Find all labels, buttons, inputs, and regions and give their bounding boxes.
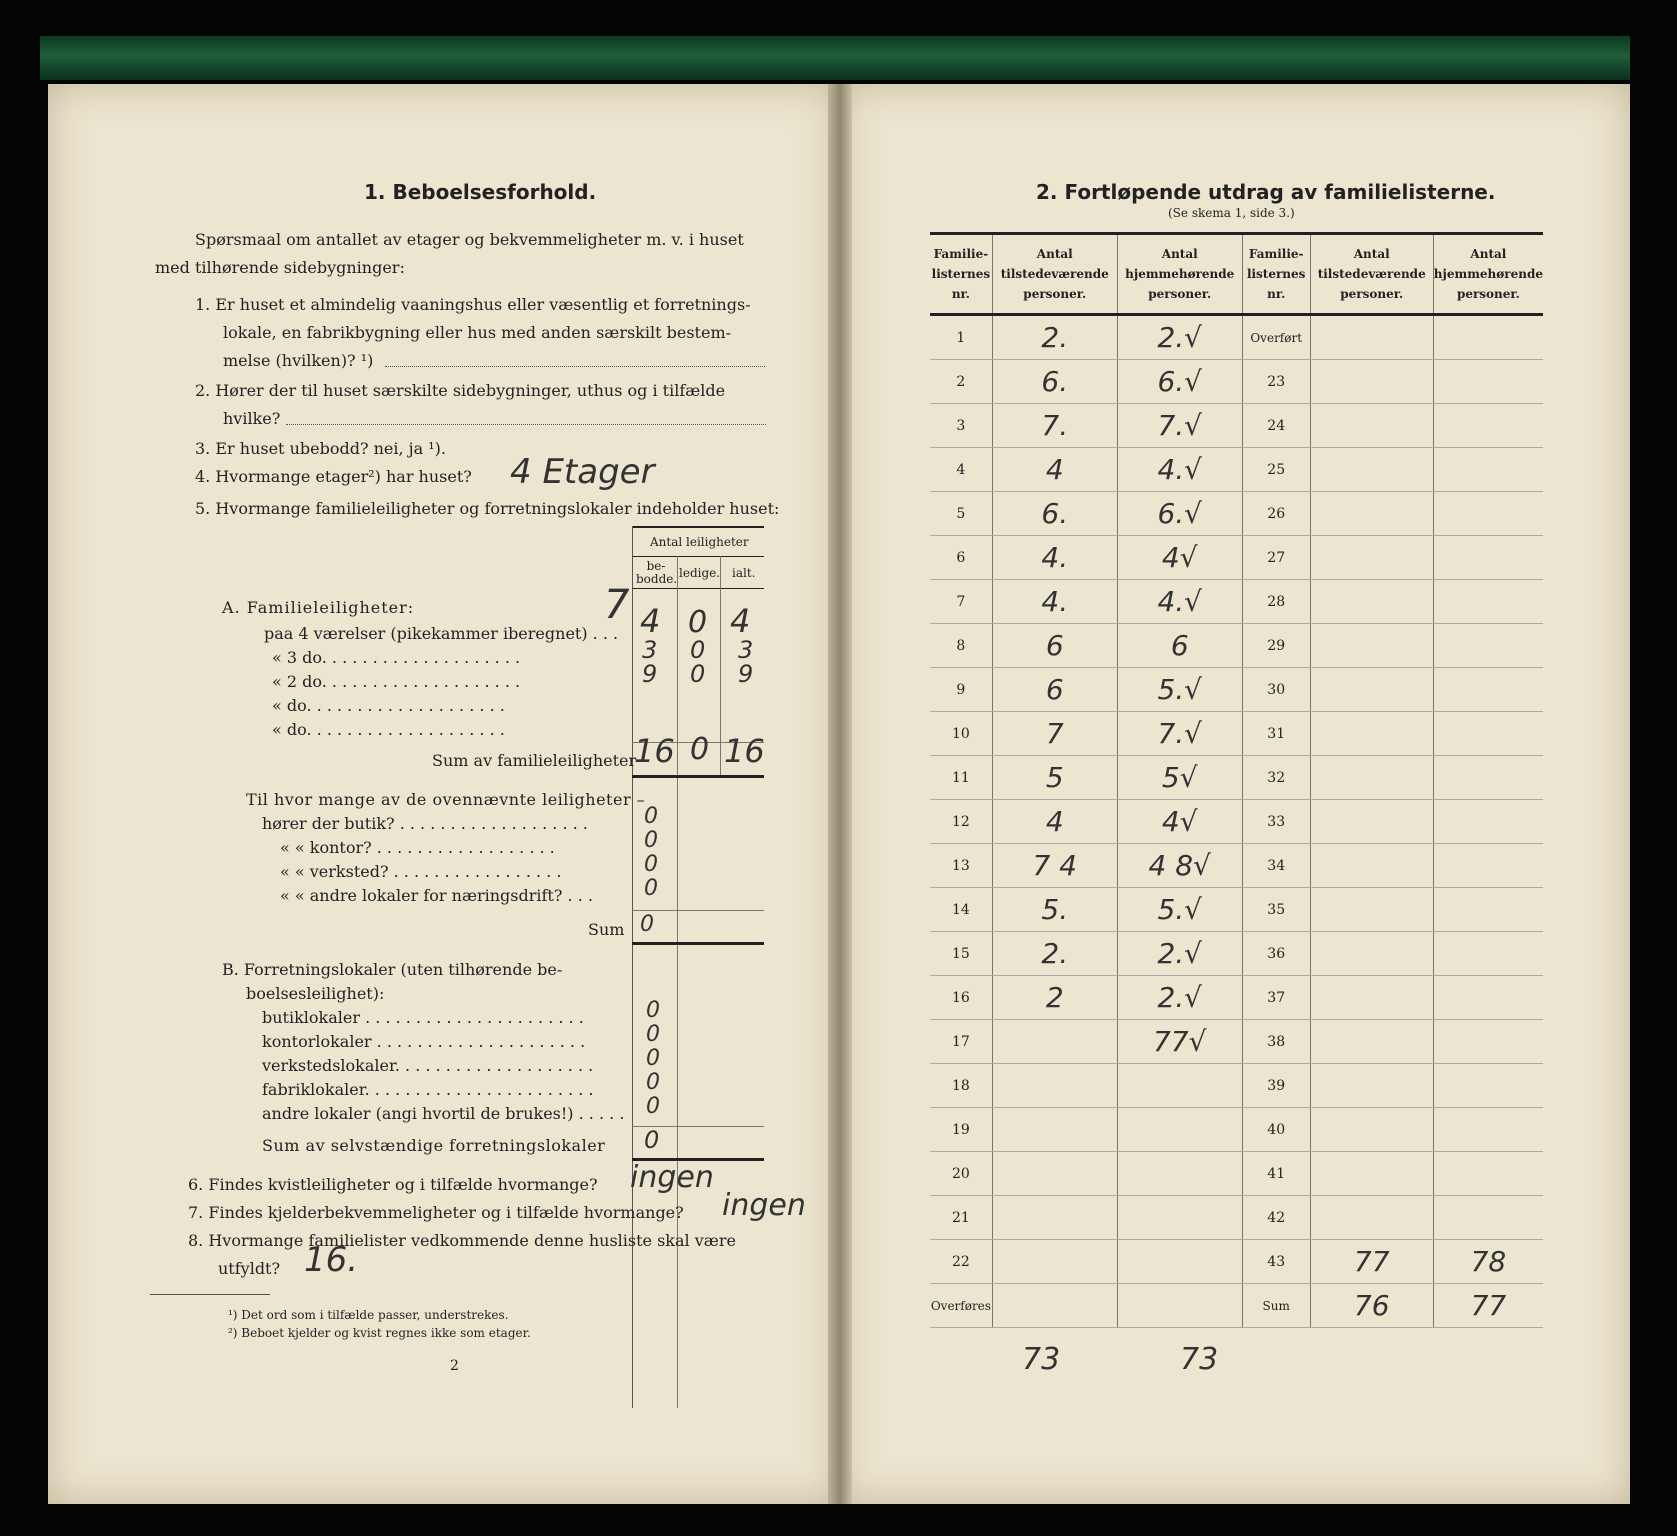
footnote-2: ²) Beboet kjelder og kvist regnes ikke som etager. [228, 1326, 531, 1340]
apt-row-3-ledige: 0 [690, 660, 706, 688]
intro-line-2: med tilhørende sidebygninger: [155, 258, 405, 277]
col-ledige: ledige. [679, 566, 721, 580]
family-list-table [930, 232, 1543, 1328]
sum-family-bebodde: 16 [634, 732, 675, 770]
table-row [930, 1020, 1543, 1064]
cell-present-2 [1310, 1020, 1433, 1064]
cell-resident-2 [1433, 404, 1543, 448]
b-row-label-1: butiklokaler . . . . . . . . . . . . . . . . . . . . . . [262, 1008, 584, 1027]
table-row [930, 1152, 1543, 1196]
cell-resident-2 [1433, 800, 1543, 844]
cell-present-2 [1310, 580, 1433, 624]
cell-resident-1 [1117, 1196, 1242, 1240]
cell-resident-2 [1433, 1152, 1543, 1196]
cell-nr-1: 10 [930, 712, 992, 756]
col-bebodde: be- bodde. [636, 559, 678, 586]
cell-nr-2: 34 [1242, 844, 1310, 888]
sum-family-label: Sum av familieleiligheter [432, 751, 637, 770]
cell-resident-1: 6 [1117, 624, 1242, 668]
table-row [930, 844, 1543, 888]
cell-resident-2 [1433, 448, 1543, 492]
apt-row-label-4: « do. . . . . . . . . . . . . . . . . . . . [272, 696, 505, 715]
apt-row-1-ialt: 4 [730, 602, 751, 640]
cell-nr-2: 40 [1242, 1108, 1310, 1152]
cell-nr-1: 16 [930, 976, 992, 1020]
cell-present-2 [1310, 976, 1433, 1020]
cell-present-1 [992, 1152, 1117, 1196]
cell-resident-2 [1433, 1020, 1543, 1064]
business-premises-label-a: B. Forretningslokaler (uten tilhørende be- [222, 960, 563, 979]
cell-resident-2 [1433, 844, 1543, 888]
cell-nr-1: 3 [930, 404, 992, 448]
table-row [930, 932, 1543, 976]
question-1-line-a: 1. Er huset et almindelig vaaningshus eller væsentlig et forretnings- [195, 295, 751, 314]
cell-resident-1: 2.√ [1117, 976, 1242, 1020]
sum-til-label: Sum [588, 920, 625, 939]
cell-present-2 [1310, 800, 1433, 844]
apt-row-2-bebodde: 3 [642, 636, 658, 664]
cell-nr-2: 27 [1242, 536, 1310, 580]
business-premises-label-b: boelsesleilighet): [246, 984, 385, 1003]
b-row-value-2: 0 [646, 1022, 660, 1047]
cell-resident-1: 4.√ [1117, 448, 1242, 492]
cell-present-1: 6. [992, 360, 1117, 404]
cell-nr-2: 28 [1242, 580, 1310, 624]
table-row [930, 580, 1543, 624]
cell-resident-2: 77 [1433, 1284, 1543, 1328]
cell-nr-2: 26 [1242, 492, 1310, 536]
cell-present-2: 76 [1310, 1284, 1433, 1328]
cell-nr-1: 18 [930, 1064, 992, 1108]
cell-nr-1: Overføres [930, 1284, 992, 1328]
cell-nr-1: 1 [930, 315, 992, 360]
table-row [930, 668, 1543, 712]
cell-nr-1: 12 [930, 800, 992, 844]
apt-subheader-rule [632, 556, 764, 557]
cell-resident-2 [1433, 756, 1543, 800]
cell-resident-2 [1433, 536, 1543, 580]
cell-nr-1: 7 [930, 580, 992, 624]
sum-til-value: 0 [640, 912, 654, 937]
cell-present-2 [1310, 1064, 1433, 1108]
apt-col-rule [632, 588, 764, 589]
cell-nr-2: 43 [1242, 1240, 1310, 1284]
cell-nr-2: Overført [1242, 315, 1310, 360]
header-present-2: Antal tilstedeværende personer. [1310, 234, 1433, 315]
apt-row-label-5: « do. . . . . . . . . . . . . . . . . . . . [272, 720, 505, 739]
sum-til-rule [632, 942, 764, 945]
cell-nr-1: 13 [930, 844, 992, 888]
cell-resident-1: 4√ [1117, 536, 1242, 580]
question-4-answer: 4 Etager [510, 452, 655, 492]
cell-present-1 [992, 1020, 1117, 1064]
cell-nr-1: 11 [930, 756, 992, 800]
question-1-line-b: lokale, en fabrikbygning eller hus med anden særskilt bestem- [223, 323, 732, 342]
til-row-value-2: 0 [644, 828, 658, 853]
cell-present-2 [1310, 756, 1433, 800]
cell-present-2 [1310, 888, 1433, 932]
cell-nr-1: 14 [930, 888, 992, 932]
b-row-value-3: 0 [646, 1046, 660, 1071]
question-7-answer: ingen [722, 1188, 806, 1223]
question-5: 5. Hvormange familieleiligheter og forretningslokaler indeholder huset: [195, 499, 780, 518]
cell-resident-2 [1433, 360, 1543, 404]
cell-present-1 [992, 1108, 1117, 1152]
question-7: 7. Findes kjelderbekvemmeligheter og i tilfælde hvormange? [188, 1203, 684, 1222]
cell-nr-2: 30 [1242, 668, 1310, 712]
cell-resident-2 [1433, 888, 1543, 932]
cell-nr-2: 32 [1242, 756, 1310, 800]
cell-nr-2: 39 [1242, 1064, 1310, 1108]
cell-present-1: 4. [992, 580, 1117, 624]
cell-resident-1 [1117, 1284, 1242, 1328]
header-nr-1: Familie- listernes nr. [930, 234, 992, 315]
left-page-title: 1. Beboelsesforhold. [364, 180, 597, 204]
cell-resident-2 [1433, 1196, 1543, 1240]
cell-present-2 [1310, 1108, 1433, 1152]
cell-nr-2: 42 [1242, 1196, 1310, 1240]
til-row-value-1: 0 [644, 804, 658, 829]
cell-nr-2: 33 [1242, 800, 1310, 844]
cell-present-2 [1310, 404, 1433, 448]
book-spine [828, 84, 852, 1504]
margin-correction-7: 7 [604, 582, 630, 628]
table-row [930, 800, 1543, 844]
cell-present-2 [1310, 932, 1433, 976]
table-row [930, 1108, 1543, 1152]
col-ialt: ialt. [732, 566, 756, 580]
footnote-1: ¹) Det ord som i tilfælde passer, understrekes. [228, 1308, 509, 1322]
below-total-present: 73 [1022, 1342, 1061, 1377]
cell-resident-1: 4.√ [1117, 580, 1242, 624]
table-header-row [930, 234, 1543, 315]
question-2-line-b: hvilke? [223, 409, 281, 428]
answer-line-2 [286, 424, 766, 425]
cell-resident-1: 7.√ [1117, 712, 1242, 756]
cell-present-2 [1310, 624, 1433, 668]
cell-resident-1: 5.√ [1117, 668, 1242, 712]
right-page-subtitle: (Se skema 1, side 3.) [1168, 206, 1295, 220]
cell-present-2 [1310, 712, 1433, 756]
cell-nr-2: 38 [1242, 1020, 1310, 1064]
cell-nr-2: 24 [1242, 404, 1310, 448]
cell-resident-2 [1433, 932, 1543, 976]
cell-resident-2 [1433, 668, 1543, 712]
cell-present-2 [1310, 492, 1433, 536]
cell-nr-2: Sum [1242, 1284, 1310, 1328]
apt-row-2-ialt: 3 [738, 636, 754, 664]
cell-resident-1: 6.√ [1117, 360, 1242, 404]
b-row-value-1: 0 [646, 998, 660, 1023]
cell-present-1: 6 [992, 624, 1117, 668]
table-row [930, 1196, 1543, 1240]
sum-independent-label: Sum av selvstændige forretningslokaler [262, 1136, 606, 1155]
answer-line-1 [385, 366, 765, 367]
b-row-label-3: verkstedslokaler. . . . . . . . . . . . . . . . . . . . [262, 1056, 594, 1075]
table-row [930, 1064, 1543, 1108]
til-row-label-3: « « verksted? . . . . . . . . . . . . . . . . . [280, 862, 562, 881]
til-row-label-2: « « kontor? . . . . . . . . . . . . . . . . . . [280, 838, 555, 857]
til-hvor-mange-label: Til hvor mange av de ovennævnte leiligheter – [246, 790, 646, 809]
footnote-rule [150, 1294, 270, 1295]
sum-family-ialt: 16 [724, 732, 765, 770]
apt-row-1-bebodde: 4 [640, 602, 661, 640]
til-row-value-4: 0 [644, 876, 658, 901]
cell-present-1: 7 [992, 712, 1117, 756]
question-6-answer: ingen [630, 1160, 714, 1195]
cell-nr-1: 19 [930, 1108, 992, 1152]
cell-nr-1: 2 [930, 360, 992, 404]
cell-resident-1: 5.√ [1117, 888, 1242, 932]
table-row [930, 976, 1543, 1020]
cell-present-1: 4 [992, 448, 1117, 492]
cell-resident-2 [1433, 712, 1543, 756]
table-row [930, 888, 1543, 932]
cell-present-2 [1310, 315, 1433, 360]
cell-resident-2: 78 [1433, 1240, 1543, 1284]
b-row-label-2: kontorlokaler . . . . . . . . . . . . . . . . . . . . . [262, 1032, 586, 1051]
apt-row-label-2: « 3 do. . . . . . . . . . . . . . . . . . . . [272, 648, 521, 667]
cell-nr-2: 23 [1242, 360, 1310, 404]
question-4: 4. Hvormange etager²) har huset? [195, 467, 472, 486]
cell-nr-1: 20 [930, 1152, 992, 1196]
page-number: 2 [450, 1358, 459, 1374]
til-row-value-3: 0 [644, 852, 658, 877]
table-row [930, 536, 1543, 580]
family-apartments-label: A. Familieleiligheter: [222, 598, 415, 617]
cell-present-2: 77 [1310, 1240, 1433, 1284]
question-8-answer: 16. [304, 1240, 359, 1280]
apt-row-2-ledige: 0 [690, 636, 706, 664]
apt-vline-1 [632, 526, 633, 1408]
cell-present-1: 2. [992, 315, 1117, 360]
cell-nr-1: 8 [930, 624, 992, 668]
b-row-value-5: 0 [646, 1094, 660, 1119]
cell-present-2 [1310, 668, 1433, 712]
cell-present-2 [1310, 1152, 1433, 1196]
header-resident-1: Antal hjemmehørende personer. [1117, 234, 1242, 315]
apt-header: Antal leiligheter [650, 535, 749, 549]
apt-row-label-1: paa 4 værelser (pikekammer iberegnet) . . . [264, 624, 619, 643]
cell-nr-2: 36 [1242, 932, 1310, 976]
b-row-label-4: fabriklokaler. . . . . . . . . . . . . . . . . . . . . . . [262, 1080, 594, 1099]
cell-resident-1: 5√ [1117, 756, 1242, 800]
cell-present-1: 6. [992, 492, 1117, 536]
cell-present-1: 5. [992, 888, 1117, 932]
cell-nr-1: 4 [930, 448, 992, 492]
question-8-line-b: utfyldt? [218, 1259, 281, 1278]
cell-nr-1: 15 [930, 932, 992, 976]
intro-line-1: Spørsmaal om antallet av etager og bekvemmeligheter m. v. i huset [195, 230, 744, 249]
cell-present-1 [992, 1196, 1117, 1240]
cell-nr-2: 31 [1242, 712, 1310, 756]
cell-nr-2: 37 [1242, 976, 1310, 1020]
apt-vline-2 [677, 556, 678, 1408]
apt-vline-3 [720, 556, 721, 776]
cell-resident-2 [1433, 624, 1543, 668]
cell-present-2 [1310, 1196, 1433, 1240]
cell-resident-1: 4 8√ [1117, 844, 1242, 888]
apt-row-label-3: « 2 do. . . . . . . . . . . . . . . . . . . . [272, 672, 521, 691]
cell-present-2 [1310, 844, 1433, 888]
apt-row-3-ialt: 9 [738, 660, 754, 688]
cell-resident-1 [1117, 1152, 1242, 1196]
cell-resident-1: 2.√ [1117, 932, 1242, 976]
question-8-line-a: 8. Hvormange familielister vedkommende denne husliste skal være [188, 1231, 736, 1250]
til-row-label-4: « « andre lokaler for næringsdrift? . . . [280, 886, 593, 905]
b-row-value-4: 0 [646, 1070, 660, 1095]
table-row [930, 1284, 1543, 1328]
table-row [930, 712, 1543, 756]
apt-header-rule [632, 526, 764, 528]
table-row [930, 1240, 1543, 1284]
question-1-line-c: melse (hvilken)? ¹) [223, 351, 374, 370]
cell-nr-1: 9 [930, 668, 992, 712]
table-row [930, 492, 1543, 536]
til-row-label-1: hører der butik? . . . . . . . . . . . . . . . . . . . [262, 814, 588, 833]
cell-present-1 [992, 1240, 1117, 1284]
cell-resident-1: 77√ [1117, 1020, 1242, 1064]
cell-resident-1 [1117, 1064, 1242, 1108]
cell-present-1: 4 [992, 800, 1117, 844]
cell-resident-2 [1433, 492, 1543, 536]
cell-resident-1 [1117, 1240, 1242, 1284]
cell-nr-1: 21 [930, 1196, 992, 1240]
cell-resident-1: 7.√ [1117, 404, 1242, 448]
cell-nr-1: 6 [930, 536, 992, 580]
cell-present-2 [1310, 536, 1433, 580]
cell-resident-2 [1433, 976, 1543, 1020]
header-present-1: Antal tilstedeværende personer. [992, 234, 1117, 315]
table-row [930, 315, 1543, 360]
cell-resident-1: 2.√ [1117, 315, 1242, 360]
cell-present-1: 6 [992, 668, 1117, 712]
sum-family-rule [632, 775, 764, 778]
table-row [930, 404, 1543, 448]
table-row [930, 448, 1543, 492]
cell-present-1: 2 [992, 976, 1117, 1020]
cell-present-1: 5 [992, 756, 1117, 800]
question-2-line-a: 2. Hører der til huset særskilte sidebygninger, uthus og i tilfælde [195, 381, 726, 400]
cell-present-1 [992, 1284, 1117, 1328]
cell-present-1: 7 4 [992, 844, 1117, 888]
question-3: 3. Er huset ubebodd? nei, ja ¹). [195, 439, 446, 458]
table-row [930, 360, 1543, 404]
cell-nr-2: 41 [1242, 1152, 1310, 1196]
cell-resident-2 [1433, 315, 1543, 360]
sum-family-ledige: 0 [690, 732, 710, 767]
cell-present-2 [1310, 360, 1433, 404]
below-total-resident: 73 [1180, 1342, 1219, 1377]
cell-nr-2: 25 [1242, 448, 1310, 492]
cell-resident-2 [1433, 1064, 1543, 1108]
cell-nr-1: 5 [930, 492, 992, 536]
table-row [930, 756, 1543, 800]
cell-present-1 [992, 1064, 1117, 1108]
right-page-title: 2. Fortløpende utdrag av familielisterne. [1036, 180, 1496, 204]
apt-row-3-bebodde: 9 [642, 660, 658, 688]
cell-present-1: 4. [992, 536, 1117, 580]
cell-resident-2 [1433, 1108, 1543, 1152]
apt-row-1-ledige: 0 [688, 605, 708, 640]
sum-independent-value: 0 [644, 1126, 660, 1154]
cell-resident-2 [1433, 580, 1543, 624]
table-row [930, 624, 1543, 668]
header-resident-2: Antal hjemmehørende personer. [1433, 234, 1543, 315]
b-row-label-5: andre lokaler (angi hvortil de brukes!) . . . . . [262, 1104, 625, 1123]
question-6: 6. Findes kvistleiligheter og i tilfælde hvormange? [188, 1175, 598, 1194]
cell-present-1: 2. [992, 932, 1117, 976]
cell-nr-1: 17 [930, 1020, 992, 1064]
cell-present-1: 7. [992, 404, 1117, 448]
cell-resident-1: 6.√ [1117, 492, 1242, 536]
green-top-band [40, 36, 1630, 80]
header-nr-2: Familie- listernes nr. [1242, 234, 1310, 315]
cell-nr-2: 29 [1242, 624, 1310, 668]
cell-present-2 [1310, 448, 1433, 492]
cell-resident-1 [1117, 1108, 1242, 1152]
cell-resident-1: 4√ [1117, 800, 1242, 844]
cell-nr-1: 22 [930, 1240, 992, 1284]
cell-nr-2: 35 [1242, 888, 1310, 932]
til-rows-end-rule [632, 910, 764, 911]
